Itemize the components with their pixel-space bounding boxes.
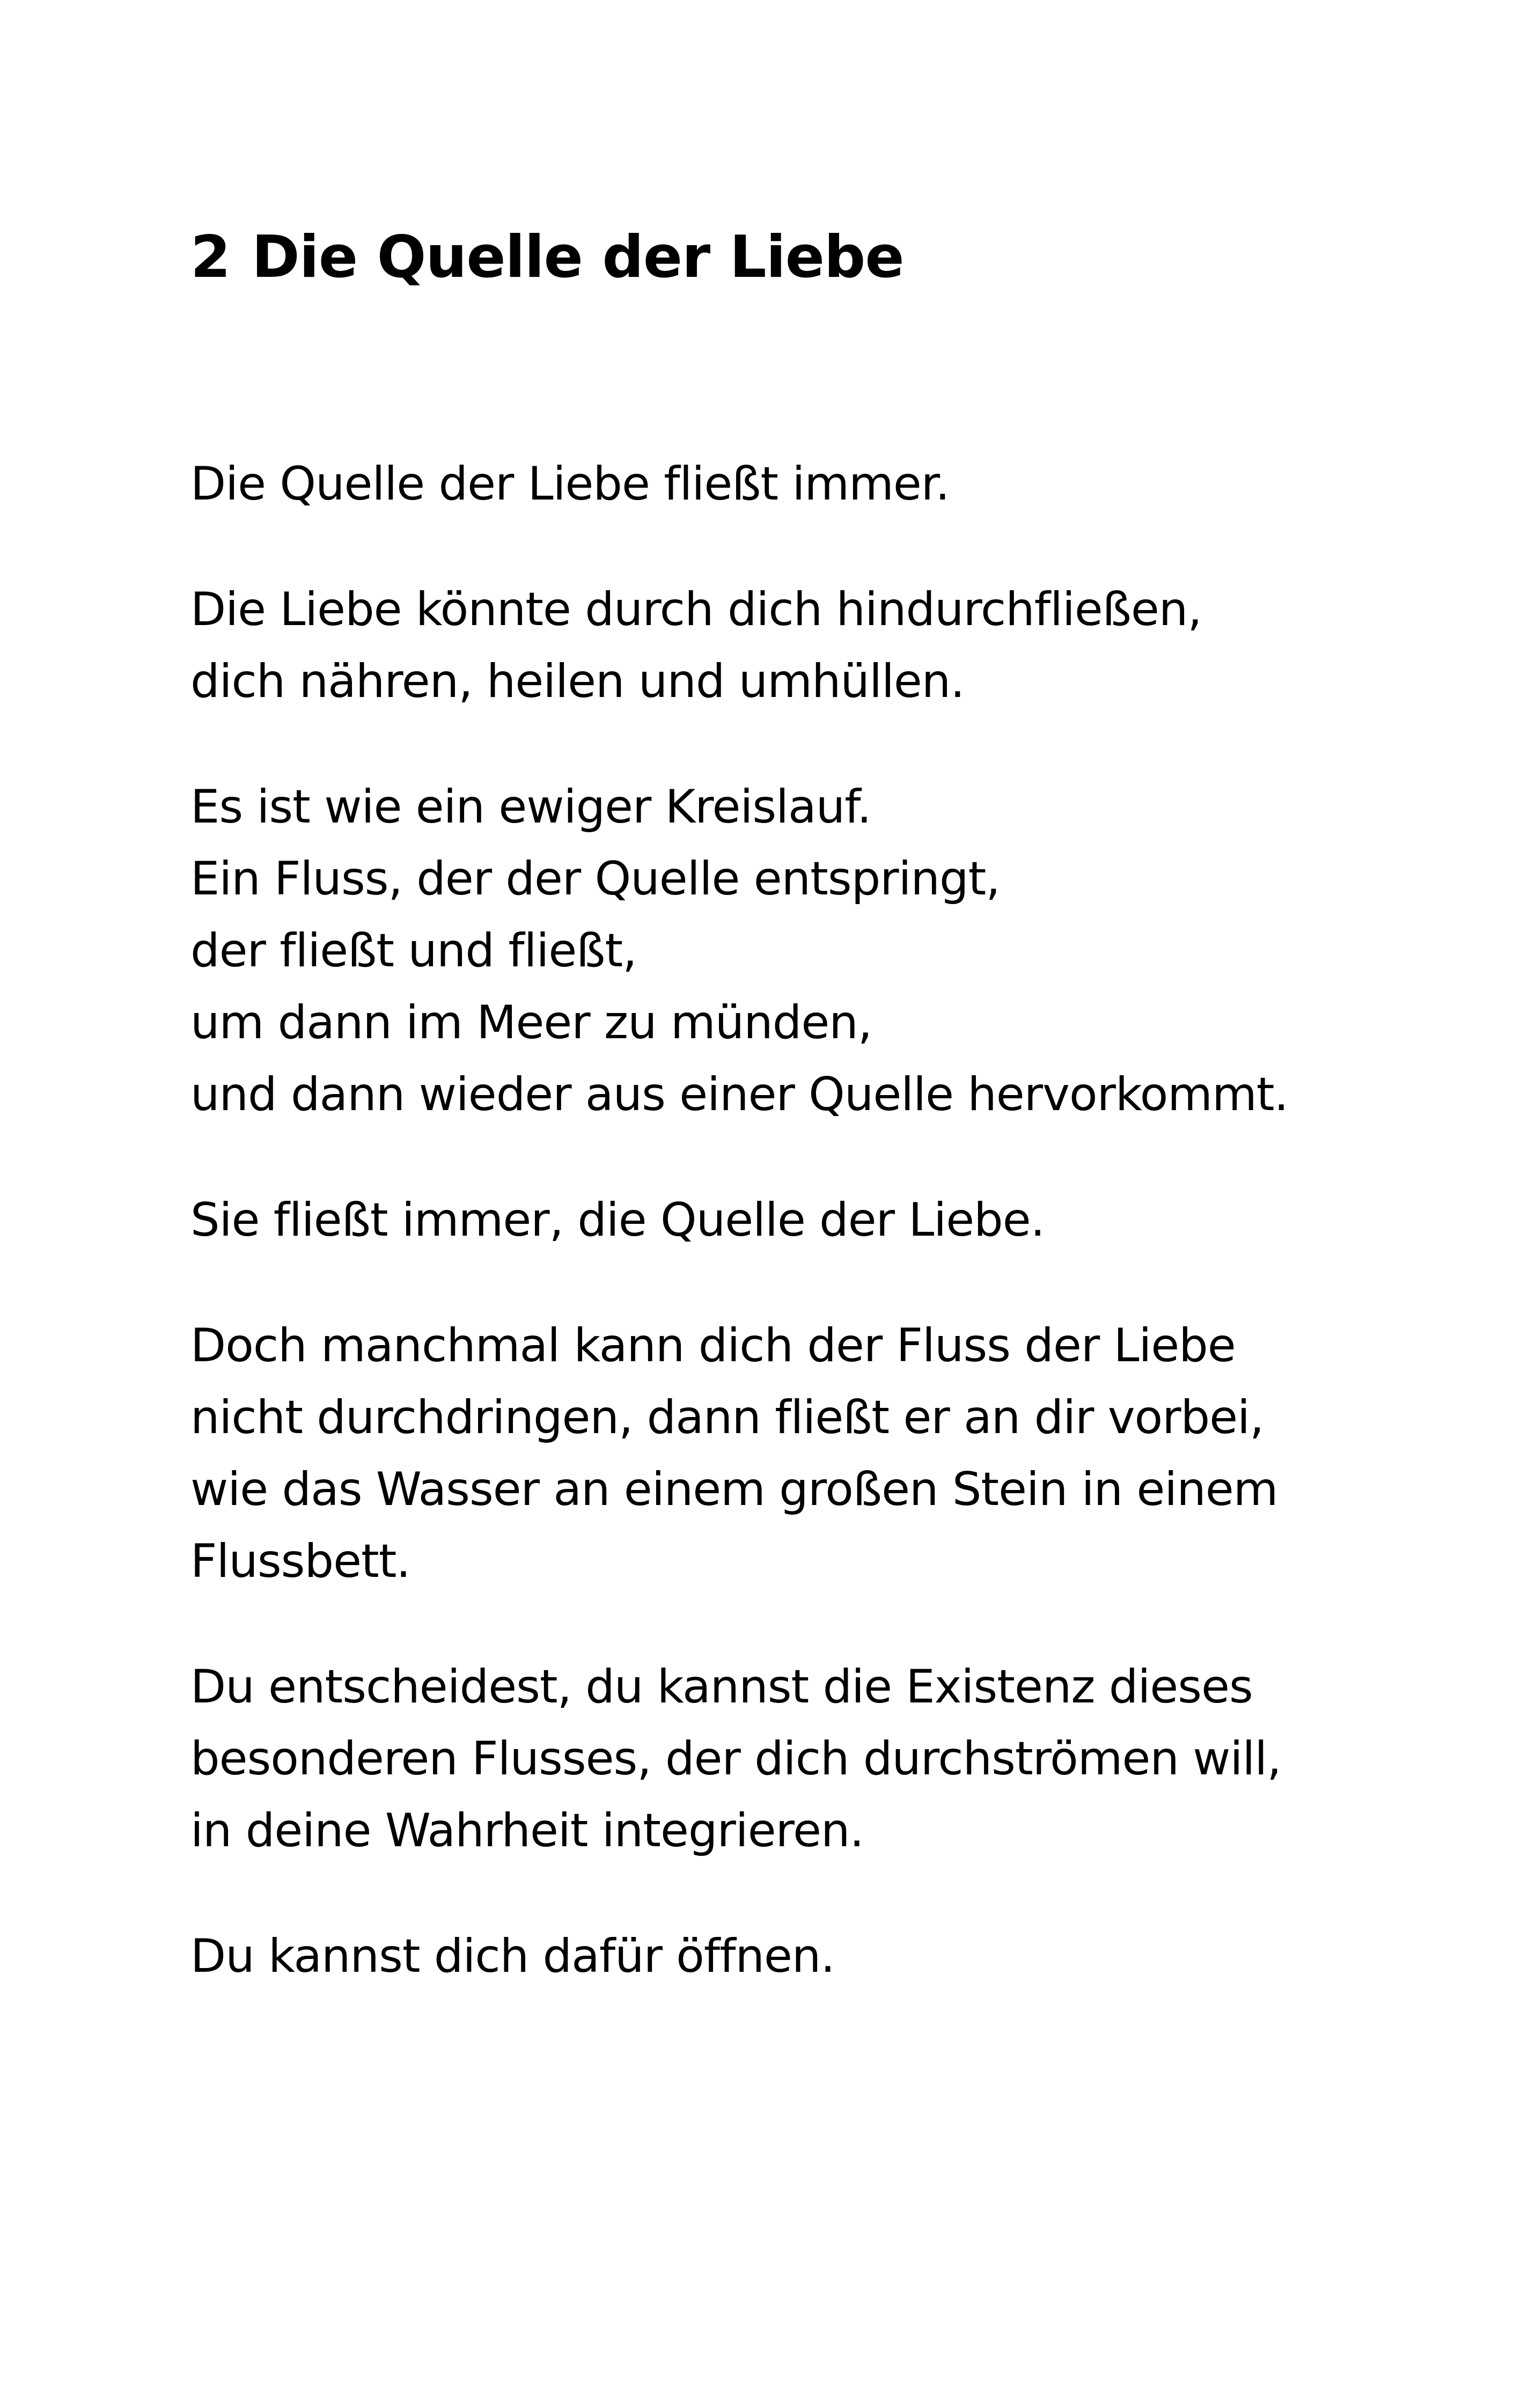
poem-line: in deine Wahrheit integrieren.: [190, 1804, 864, 1858]
stanza-gap: [190, 1867, 1371, 1920]
poem-body: [190, 448, 1371, 1992]
stanza-5: [190, 1310, 1371, 1597]
stanza-gap: [190, 1130, 1371, 1184]
poem-line: Du kannst dich dafür öffnen.: [190, 1929, 835, 1983]
stanza-2: [190, 574, 1371, 717]
poem-line: dich nähren, heilen und umhüllen.: [190, 655, 965, 708]
chapter-number: 2: [190, 224, 231, 291]
poem-line: nicht durchdringen, dann fließt er an dir vorbei,: [190, 1391, 1264, 1444]
poem-line: um dann im Meer zu münden,: [190, 996, 872, 1049]
poem-line: und dann wieder aus einer Quelle hervorkommt.: [190, 1068, 1288, 1121]
poem-line: Die Liebe könnte durch dich hindurchfließen,: [190, 583, 1202, 636]
stanza-7: [190, 1920, 1371, 1992]
poem-line: Flussbett.: [190, 1535, 410, 1588]
stanza-gap: [190, 520, 1371, 574]
poem-line: Ein Fluss, der der Quelle entspringt,: [190, 852, 1000, 906]
stanza-4: [190, 1184, 1371, 1256]
stanza-3: [190, 771, 1371, 1130]
poem-line: besonderen Flusses, der dich durchströmen will,: [190, 1732, 1281, 1786]
stanza-1: [190, 448, 1371, 520]
poem-line: Doch manchmal kann dich der Fluss der Liebe: [190, 1319, 1236, 1372]
chapter-title: Die Quelle der Liebe: [252, 224, 904, 291]
stanza-6: [190, 1651, 1371, 1867]
stanza-gap: [190, 1256, 1371, 1310]
poem-line: Du entscheidest, du kannst die Existenz dieses: [190, 1660, 1253, 1714]
poem-line: Es ist wie ein ewiger Kreislauf.: [190, 780, 871, 834]
chapter-heading: [190, 220, 904, 295]
stanza-gap: [190, 1597, 1371, 1651]
poem-line: Sie fließt immer, die Quelle der Liebe.: [190, 1193, 1045, 1247]
stanza-gap: [190, 717, 1371, 771]
poem-line: Die Quelle der Liebe fließt immer.: [190, 457, 950, 511]
poem-line: der fließt und fließt,: [190, 924, 637, 978]
poem-line: wie das Wasser an einem großen Stein in einem: [190, 1463, 1278, 1516]
